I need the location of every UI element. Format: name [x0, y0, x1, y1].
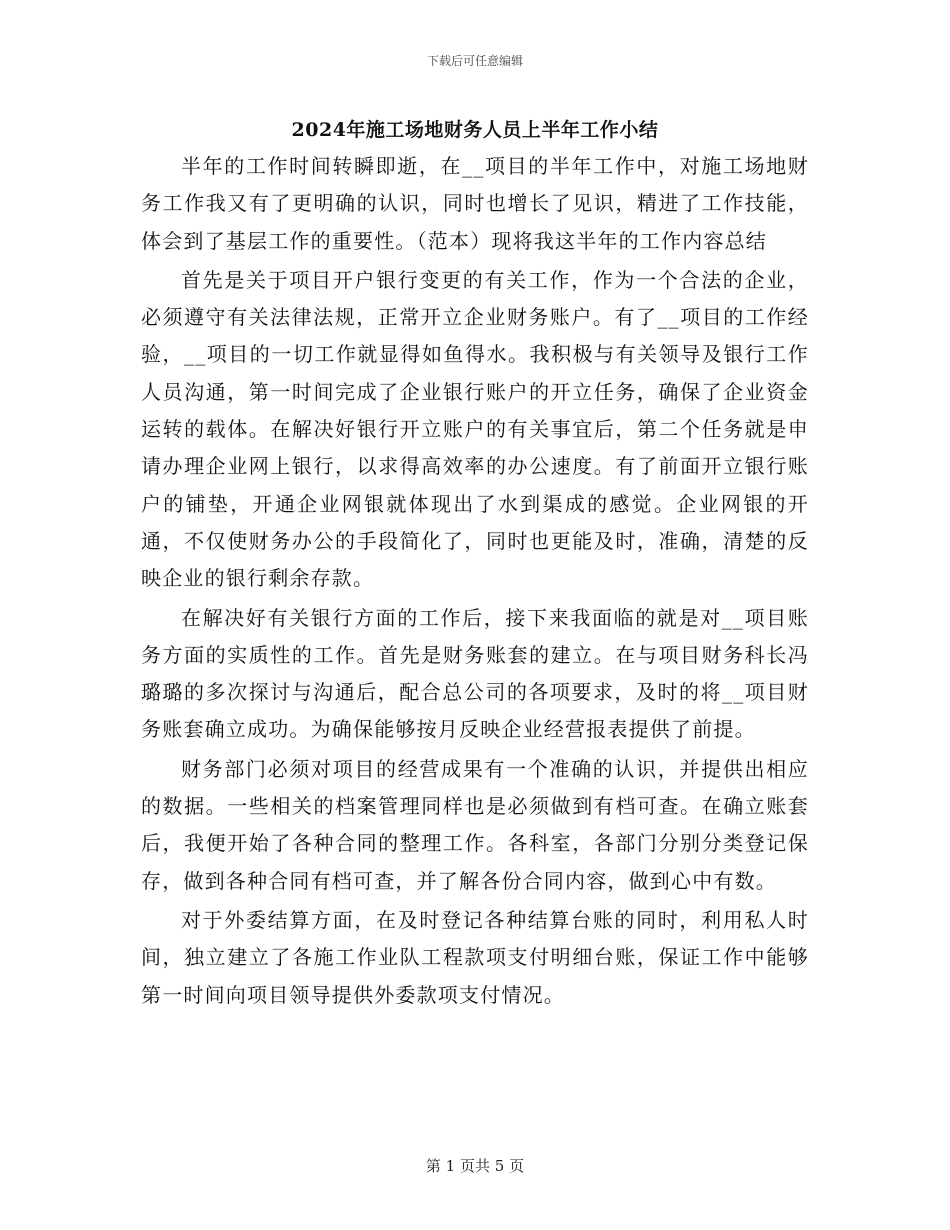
paragraph-outsourced-settlement: 对于外委结算方面，在及时登记各种结算台账的同时，利用私人时间，独立建立了各施工作业队工程款项支付明细台账，保证工作中能够第一时间向项目领导提供外委款项支付情况。 [141, 907, 809, 1007]
paragraph-contract-archive: 财务部门必须对项目的经营成果有一个准确的认识，并提供出相应的数据。一些相关的档案管理同样也是必须做到有档可查。在确立账套后，我便开始了各种合同的整理工作。各科室，各部门分别分类登记保存，做到各种合同有档可查，并了解各份合同内容，做到心中有数。 [141, 756, 809, 893]
paragraph-accounting-setup: 在解决好有关银行方面的工作后，接下来我面临的就是对__项目账务方面的实质性的工作。首先是财务账套的建立。在与项目财务科长冯璐璐的多次探讨与沟通后，配合总公司的各项要求，及时的将__项目财务账套确立成功。为确保能够按月反映企业经营报表提供了前提。 [141, 605, 809, 742]
document-title: 2024年施工场地财务人员上半年工作小结 [291, 119, 659, 141]
page-number-footer: 第 1 页共 5 页 [425, 1157, 525, 1175]
paragraph-bank-account: 首先是关于项目开户银行变更的有关工作，作为一个合法的企业，必须遵守有关法律法规，正常开立企业财务账户。有了__项目的工作经验，__项目的一切工作就显得如鱼得水。我积极与有关领导及银行工作人员沟通，第一时间完成了企业银行账户的开立任务，确保了企业资金运转的载体。在解决好银行开立账户的有关事宜后，第二个任务就是申请办理企业网上银行，以求得高效率的办公速度。有了前面开立银行账户的铺垫，开通企业网银就体现出了水到渠成的感觉。企业网银的开通，不仅使财务办公的手段简化了，同时也更能及时，准确，清楚的反映企业的银行剩余存款。 [141, 267, 809, 591]
paragraph-intro: 半年的工作时间转瞬即逝，在__项目的半年工作中，对施工场地财务工作我又有了更明确的认识，同时也增长了见识，精进了工作技能，体会到了基层工作的重要性。（范本）现将我这半年的工作内容总结 [141, 154, 809, 253]
document-body [141, 148, 809, 1016]
page-header-note: 下载后可任意编辑 [426, 54, 523, 68]
